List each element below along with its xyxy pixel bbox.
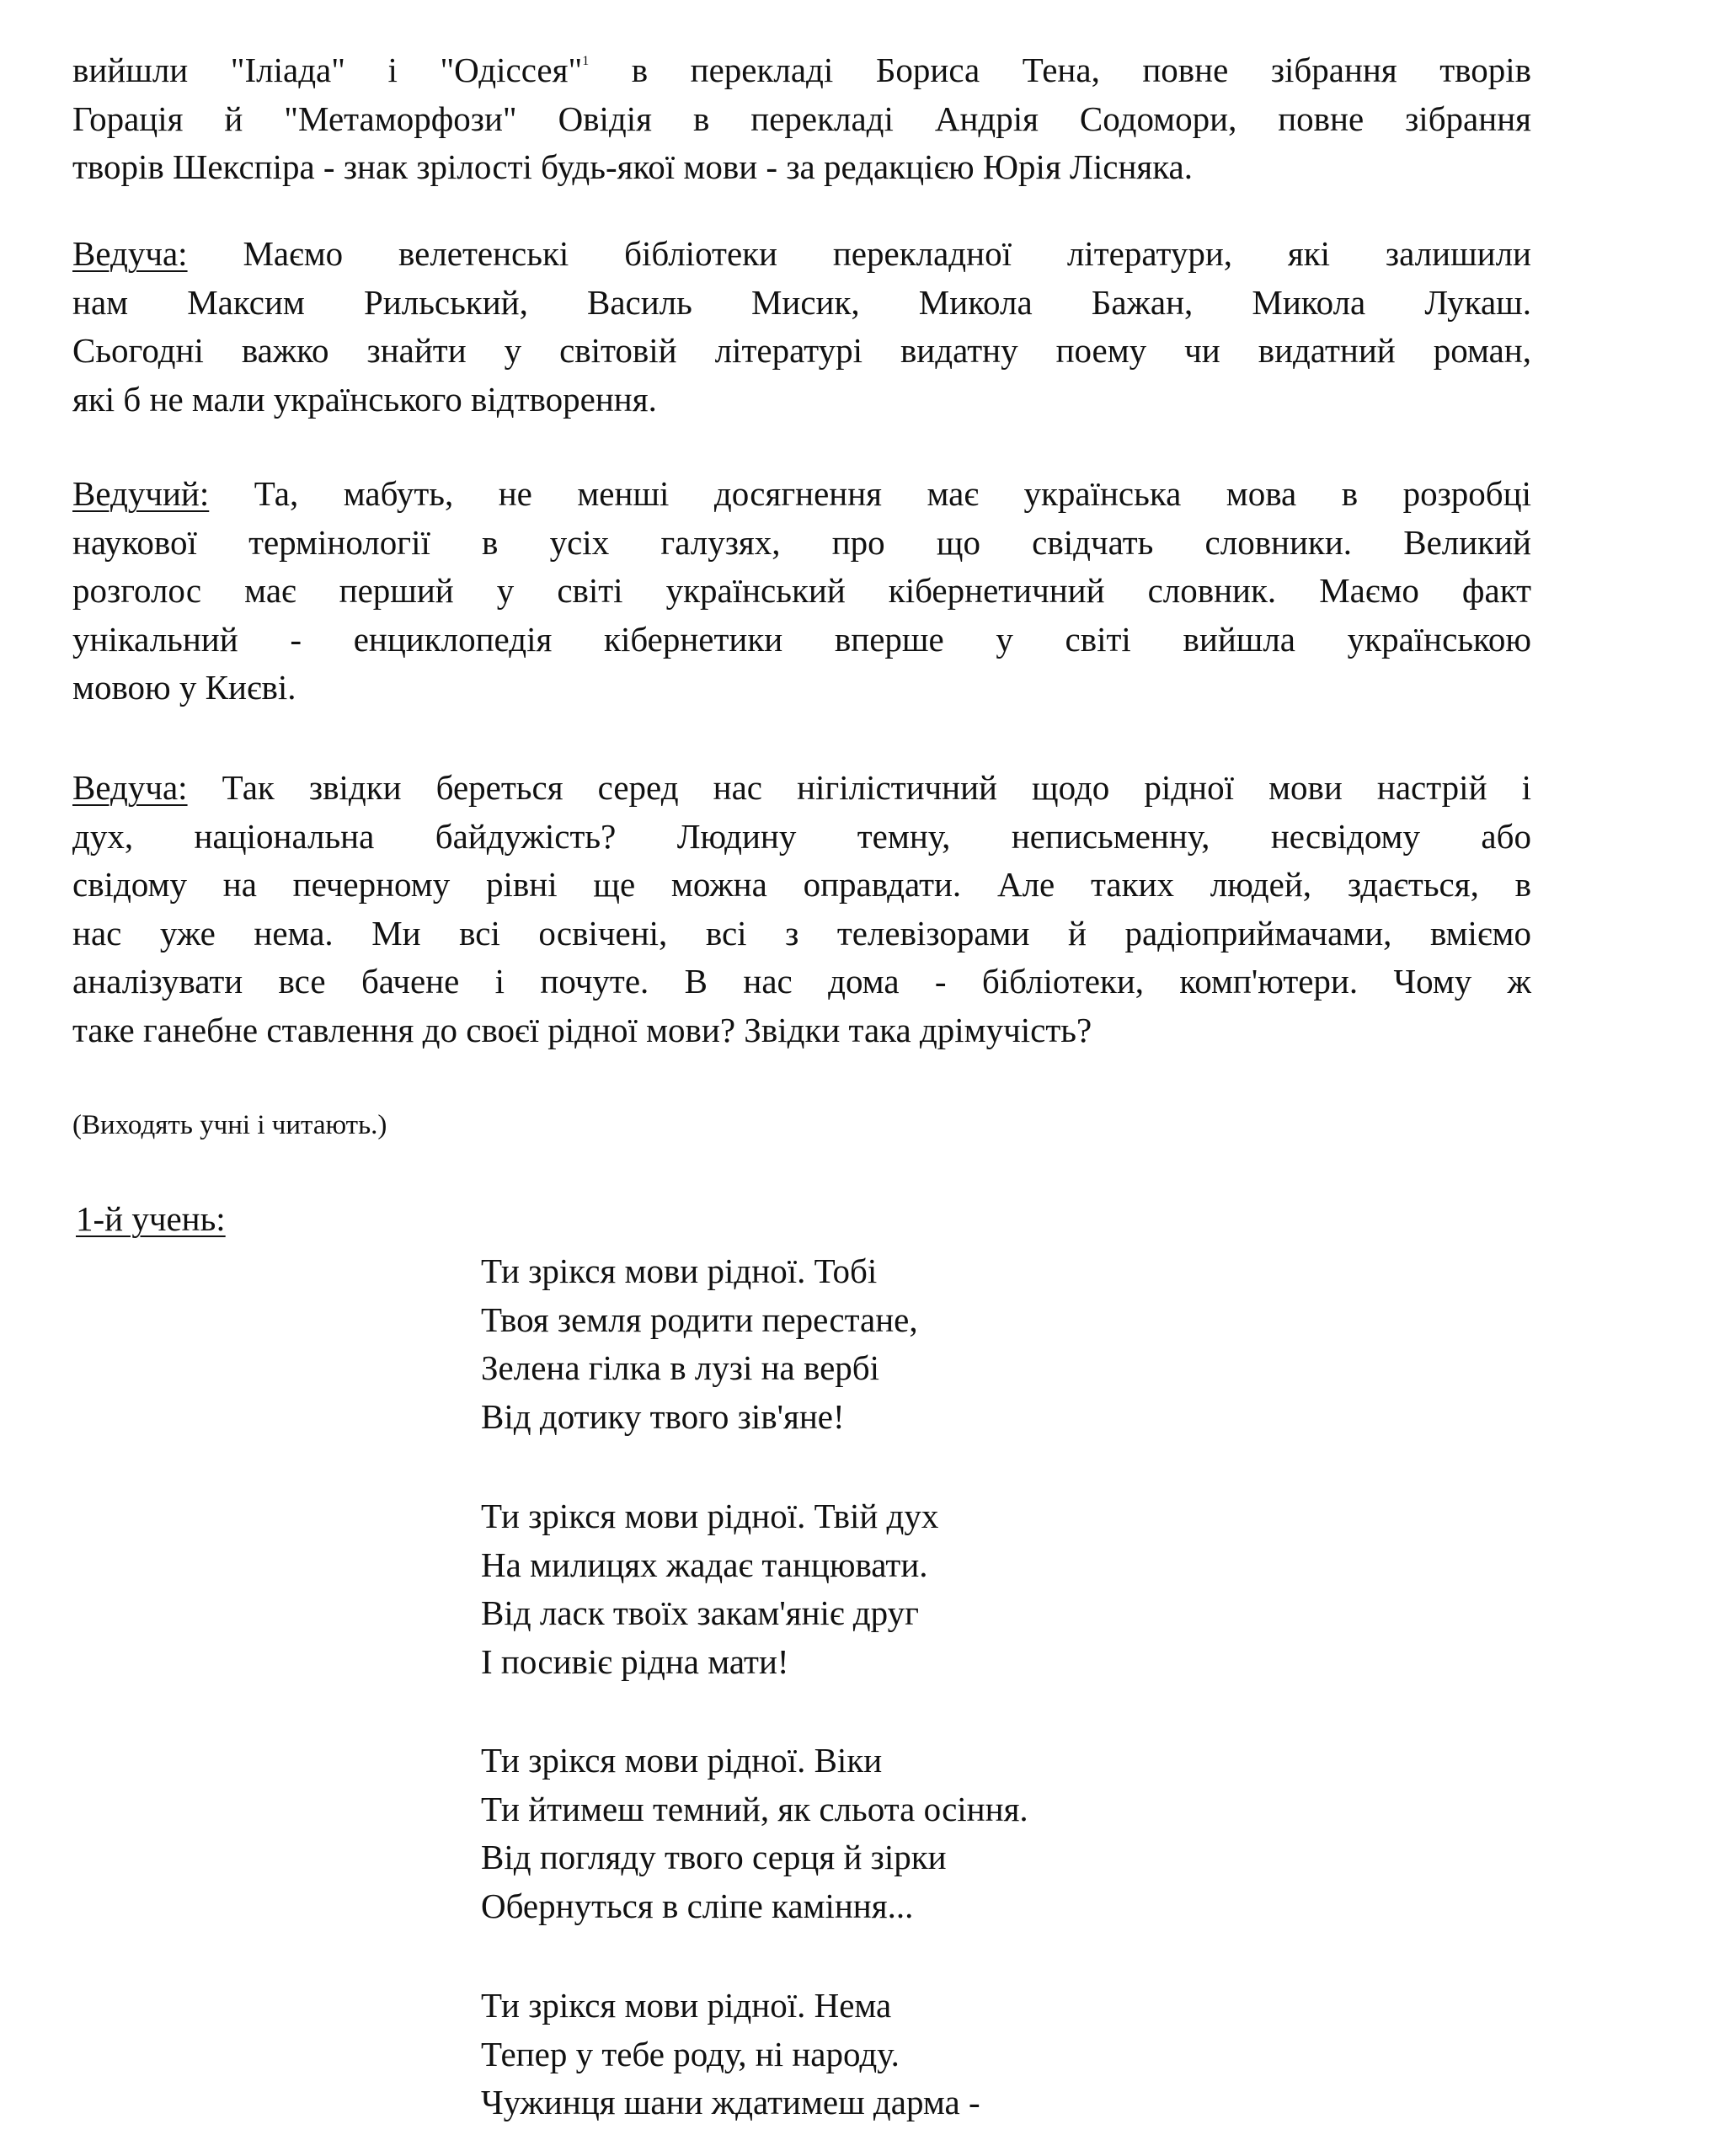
poem-line: Від ласк твоїх закам'яніє друг [481,1593,919,1632]
poem-line: Обернуться в сліпе каміння... [481,1886,914,1925]
student-label: 1-й учень: [76,1199,226,1238]
stage-direction: (Виходять учні і читають.) [72,1110,387,1140]
dialogue-paragraph-veduchyi [72,470,1531,712]
poem-stanza [481,1247,918,1441]
text-line: унікальний - енциклопедія кібернетики вперше у світі вийшла українською [72,619,1531,659]
text-line: розголос має перший у світі український кібернетичний словник. Маємо факт [72,571,1531,610]
text-line: нас уже нема. Ми всі освічені, всі з телевізорами й радіоприймачами, вміємо [72,913,1531,953]
text-line [72,230,1531,279]
speaker-label: Ведуча: [72,234,188,273]
poem-stanza [481,1982,980,2127]
text-line: мовою у Києві. [72,668,296,707]
text-line-start: вийшли "Іліада" і "Одіссея" [72,51,583,89]
text-line-body: Маємо велетенські бібліотеки перекладної літератури, які залишили [187,234,1531,273]
poem-line: Ти йтимеш темний, як сльота осіння. [481,1789,1028,1828]
text-line [72,37,1531,95]
footnote-mark[interactable]: 1 [582,54,590,68]
poem-line: На милицях жадає танцювати. [481,1545,928,1584]
dialogue-paragraph-veducha [72,230,1531,424]
text-line: наукової термінології в усіх галузях, про що свідчать словники. Великий [72,522,1531,562]
text-line-end: в перекладі Бориса Тена, повне зібрання творів [589,51,1532,89]
text-line: свідому на печерному рівні ще можна оправдати. Але таких людей, здається, в [72,865,1531,904]
intro-paragraph [72,37,1531,192]
text-line: дух, національна байдужість? Людину темну, неписьменну, несвідому або [72,816,1531,856]
speaker-label: Ведуча: [72,768,188,807]
text-line-body: Так звідки береться серед нас нігілістичний щодо рідної мови настрій і [187,768,1531,807]
poem-line: Ти зрікся мови рідної. Твій дух [481,1497,939,1535]
poem-line: Зелена гілка в лузі на вербі [481,1348,880,1387]
text-line: які б не мали українського відтворення. [72,379,657,419]
text-line: аналізувати все бачене і почуте. В нас дома - бібліотеки, комп'ютери. Чому ж [72,962,1531,1001]
text-line: таке ганебне ставлення до своєї рідної мови? Звідки така дрімучість? [72,1010,1092,1049]
poem-line: Ти зрікся мови рідної. Нема [481,1986,892,2025]
text-line [72,764,1531,813]
poem-line: Ти зрікся мови рідної. Віки [481,1741,883,1780]
poem-line: Від погляду твого серця й зірки [481,1838,947,1876]
poem-line: І посивіє рідна мати! [481,1641,789,1681]
poem-stanza [481,1492,938,1686]
poem-line: Твоя земля родити перестане, [481,1299,918,1339]
poem-line: Ти зрікся мови рідної. Тобі [481,1251,878,1290]
poem-line: Чужинця шани ждатимеш дарма - [481,2083,980,2121]
text-line: Сьогодні важко знайти у світовій літературі видатну поему чи видатний роман, [72,331,1531,370]
poem-line: Від дотику твого зів'яне! [481,1396,845,1436]
text-line: творів Шекспіра - знак зрілості будь-якої мови - за редакцією Юрія Лісняка. [72,147,1193,186]
poem-stanza [481,1737,1028,1930]
poem-line: Тепер у тебе роду, ні народу. [481,2034,900,2073]
speaker-label: Ведучий: [72,474,210,513]
text-line: Горація й "Метаморфози" Овідія в перекладі Андрія Содомори, повне зібрання [72,99,1531,138]
text-line [72,470,1531,519]
dialogue-paragraph-veducha [72,764,1531,1054]
text-line: нам Максим Рильський, Василь Мисик, Микола Бажан, Микола Лукаш. [72,282,1531,322]
text-line-body: Та, мабуть, не менші досягнення має українська мова в розробці [209,474,1531,513]
